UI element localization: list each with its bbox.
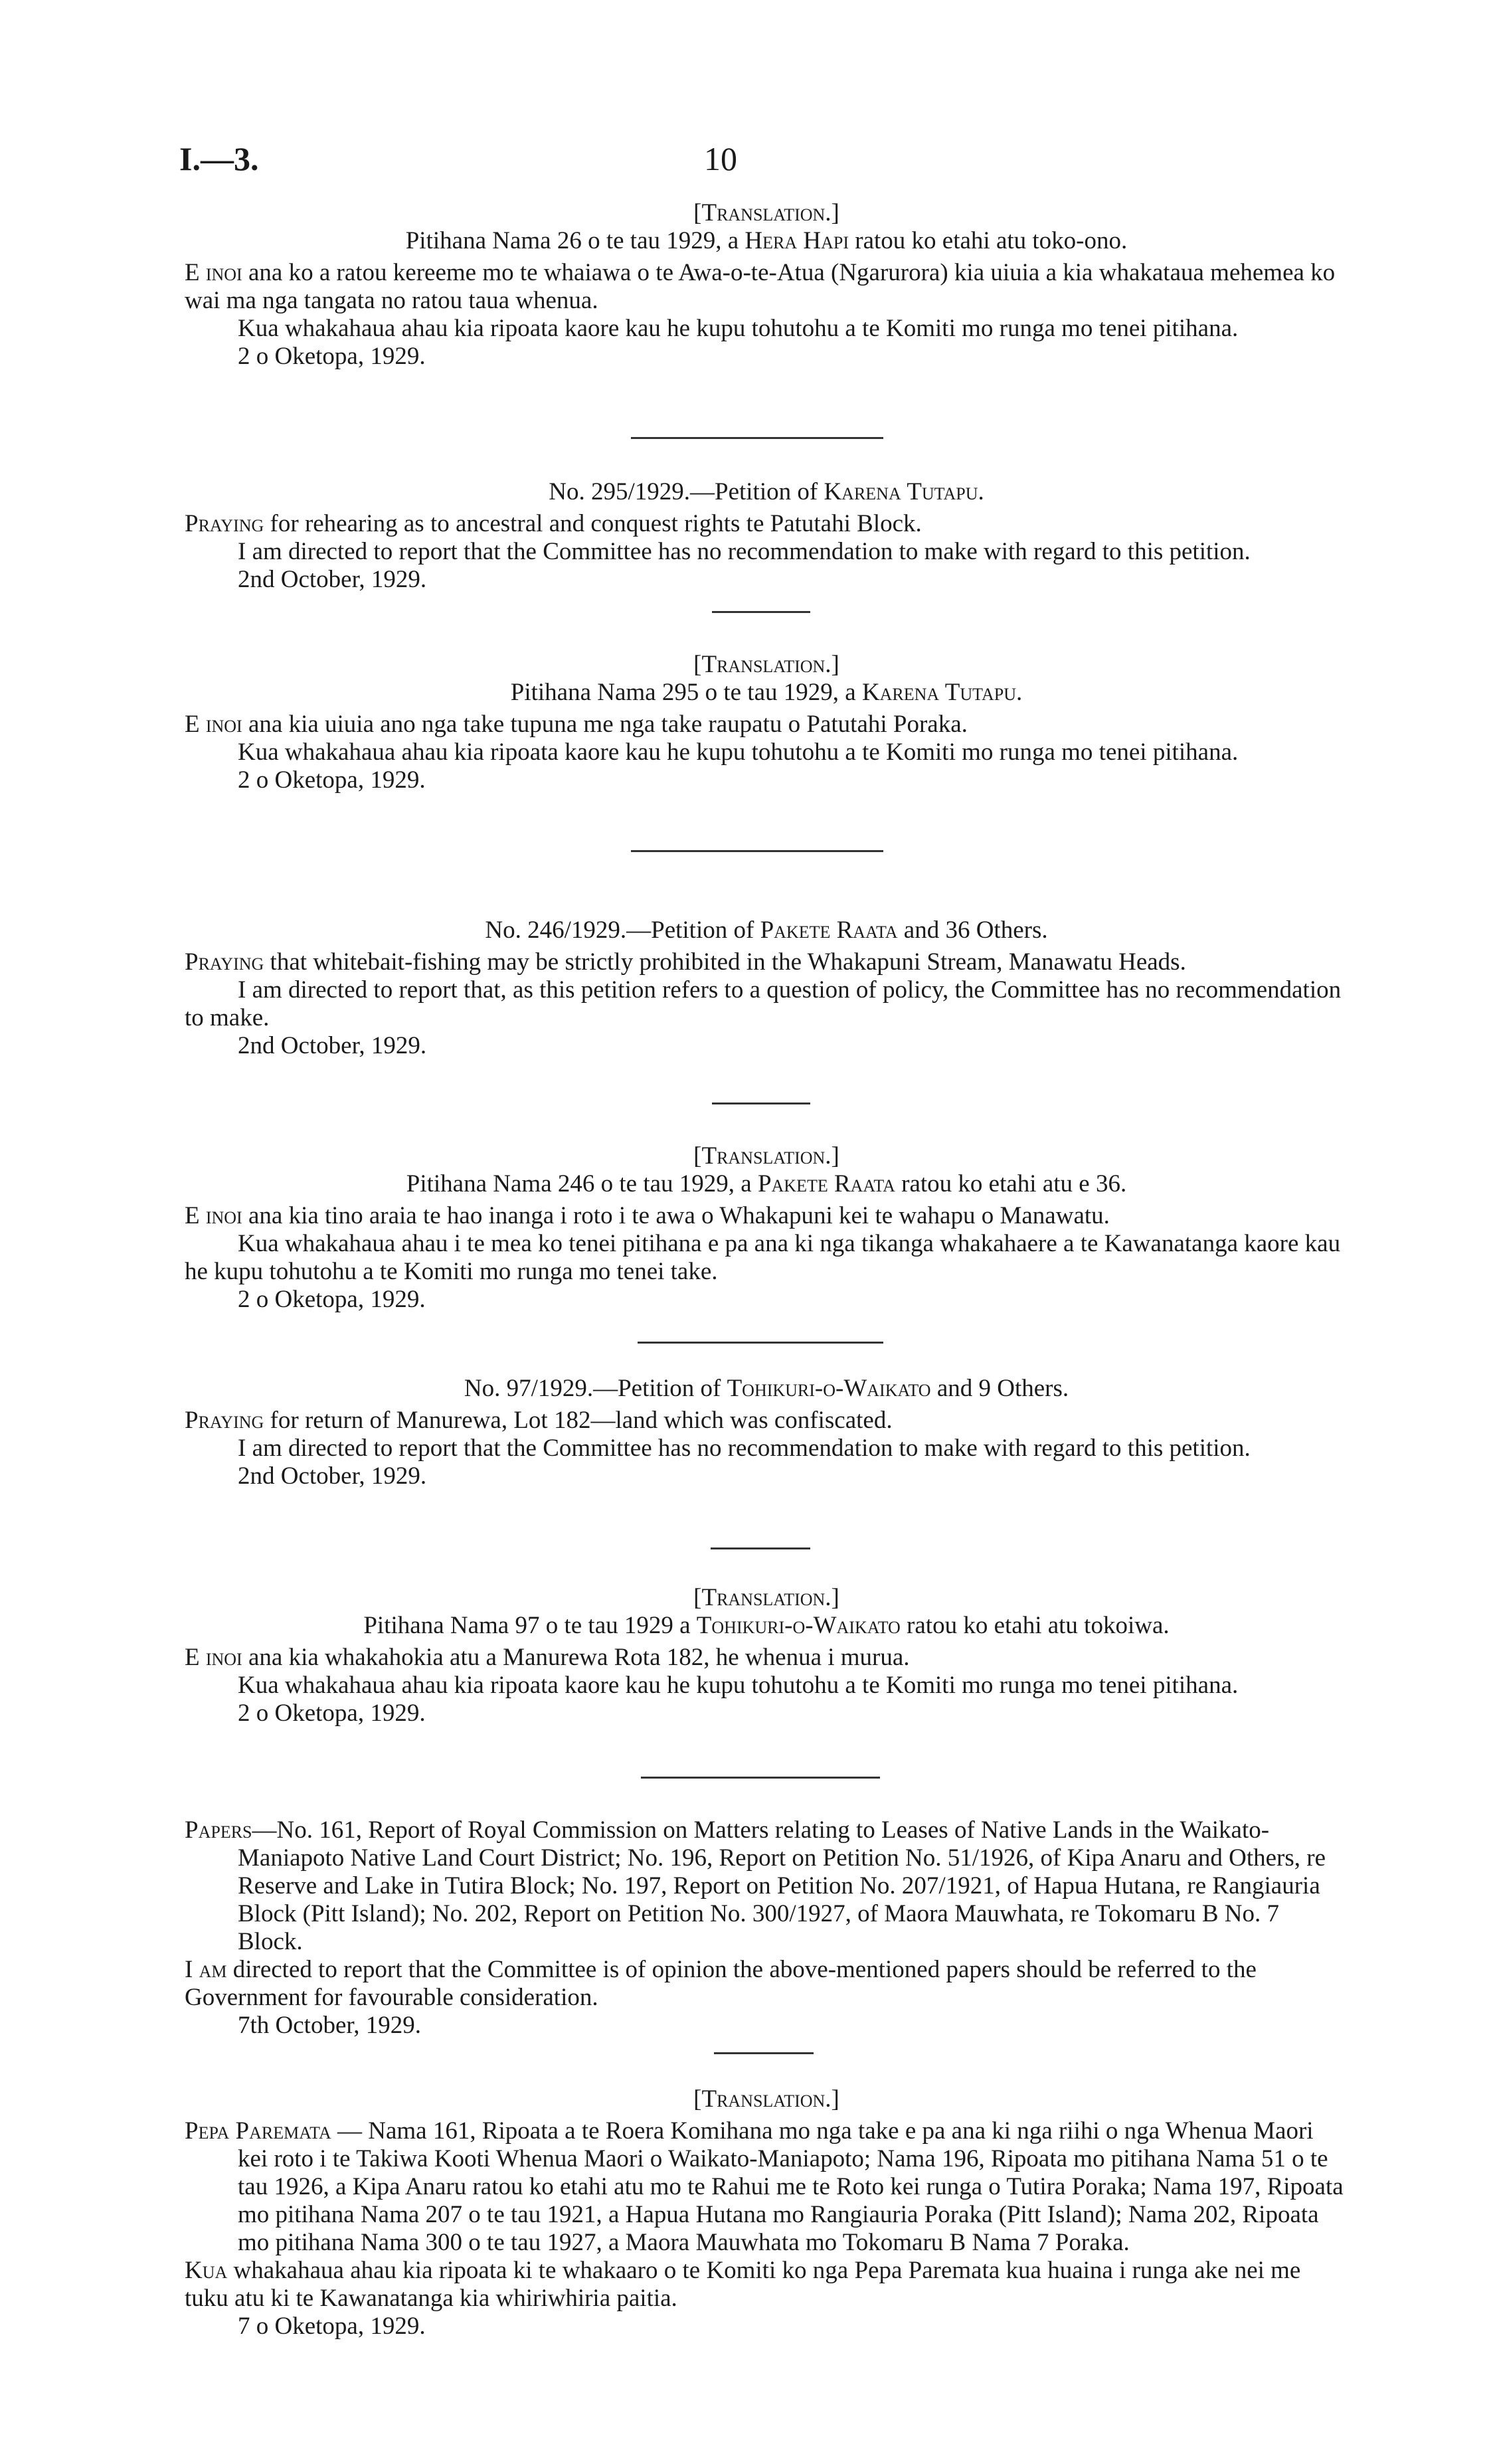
prayer-paragraph: E inoi ana ko a ratou kereeme mo te whaiawa o te Awa-o-te-Atua (Ngarurora) kia uiuia a kia whakataua mehemea ko wai ma nga tangata no ratou taua whenua. — [185, 259, 1336, 314]
report-date: 2 o Oketopa, 1929. — [238, 343, 426, 370]
petition-title: Pitihana Nama 26 o te tau 1929, a Hera Hapi ratou ko etahi atu toko-ono. — [405, 227, 1128, 254]
section-papers-translation — [185, 2085, 1348, 2340]
section-translation-295 — [185, 651, 1348, 794]
translation-heading: [Translation.] — [693, 2085, 839, 2113]
report-date: 7 o Oketopa, 1929. — [238, 2313, 426, 2340]
report-paragraph: I am directed to report that the Committee has no recommendation to make with regard to this petition. — [238, 1435, 1251, 1462]
translation-heading: [Translation.] — [693, 1142, 839, 1170]
report-date: 2nd October, 1929. — [238, 1462, 427, 1490]
section-divider — [712, 611, 810, 613]
prayer-paragraph: E inoi ana kia whakahokia atu a Manurewa Rota 182, he whenua i murua. — [185, 1644, 910, 1671]
petition-title: No. 295/1929.—Petition of Karena Tutapu. — [549, 478, 984, 505]
translation-heading: [Translation.] — [693, 199, 839, 226]
prayer-paragraph: Praying that whitebait-fishing may be strictly prohibited in the Whakapuni Stream, Manawatu Heads. — [185, 948, 1186, 976]
prayer-paragraph: E inoi ana kia tino araia te hao inanga i roto i te awa o Whakapuni kei te wahapu o Manawatu. — [185, 1202, 1110, 1229]
section-papers — [185, 1816, 1348, 2040]
translation-heading: [Translation.] — [693, 651, 839, 678]
report-date: 2nd October, 1929. — [238, 566, 427, 593]
section-divider — [641, 1777, 880, 1779]
report-date: 2 o Oketopa, 1929. — [238, 766, 426, 794]
section-petition-295 — [185, 478, 1348, 594]
report-paragraph: I am directed to report that the Committee is of opinion the above-mentioned papers should be referred to the Government for favourable consideration. — [185, 1956, 1257, 2011]
petition-title: Pitihana Nama 295 o te tau 1929, a Karena Tutapu. — [510, 679, 1023, 706]
section-translation-26 — [185, 199, 1348, 371]
report-paragraph: Kua whakahaua ahau i te mea ko tenei pitihana e pa ana ki nga tikanga whakahaere a te Kawanatanga kaore kau he kupu tohutohu a te Komiti mo runga mo tenei take. — [185, 1230, 1341, 1285]
prayer-paragraph: Praying for rehearing as to ancestral and conquest rights te Patutahi Block. — [185, 510, 922, 537]
petition-title: Pitihana Nama 97 o te tau 1929 a Tohikuri-o-Waikato ratou ko etahi atu tokoiwa. — [363, 1612, 1170, 1639]
translation-heading: [Translation.] — [693, 1584, 839, 1611]
section-translation-97 — [185, 1584, 1348, 1727]
report-date: 7th October, 1929. — [238, 2012, 421, 2039]
section-divider — [638, 1342, 883, 1344]
section-divider — [631, 850, 883, 852]
report-date: 2 o Oketopa, 1929. — [238, 1286, 426, 1313]
petition-title: Pitihana Nama 246 o te tau 1929, a Pakete Raata ratou ko etahi atu e 36. — [406, 1170, 1127, 1197]
section-divider — [711, 1547, 810, 1549]
section-petition-97 — [185, 1375, 1348, 1490]
petition-title: No. 246/1929.—Petition of Pakete Raata and 36 Others. — [485, 917, 1048, 944]
report-paragraph: I am directed to report that, as this petition refers to a question of policy, the Committee has no recommendation to make. — [185, 976, 1342, 1031]
section-divider — [631, 437, 883, 439]
report-paragraph: Kua whakahaua ahau kia ripoata kaore kau he kupu tohutohu a te Komiti mo runga mo tenei pitihana. — [238, 739, 1239, 766]
report-paragraph: Kua whakahaua ahau kia ripoata kaore kau he kupu tohutohu a te Komiti mo runga mo tenei pitihana. — [238, 1672, 1239, 1699]
prayer-paragraph: Praying for return of Manurewa, Lot 182—land which was confiscated. — [185, 1407, 893, 1434]
report-date: 2 o Oketopa, 1929. — [238, 1700, 426, 1727]
page-number: 10 — [704, 140, 737, 177]
papers-paragraph: Papers—No. 161, Report of Royal Commission on Matters relating to Leases of Native Lands in the Waikato-Maniapoto Native Land Court District; No. 196, Report on Petition No. 51/1926, of Kipa Anaru and Others, re Reserve and Lake in Tutira Block; No. 197, Report on Petition No. 207/1921, of Hapua Hutana, re Rangiauria Block (Pitt Island); No. 202, Report on Petition No. 300/1927, of Maora Mauwhata, re Tokomaru B No. 7 Block. — [185, 1816, 1326, 1955]
section-petition-246 — [185, 917, 1348, 1060]
report-paragraph: Kua whakahaua ahau kia ripoata ki te whakaaro o te Komiti ko nga Pepa Paremata kua huaina i runga ake nei me tuku atu ki te Kawanatanga kia whiriwhiria paitia. — [185, 2257, 1301, 2312]
report-paragraph: Kua whakahaua ahau kia ripoata kaore kau he kupu tohutohu a te Komiti mo runga mo tenei pitihana. — [238, 315, 1239, 342]
section-divider — [714, 2052, 814, 2054]
prayer-paragraph: E inoi ana kia uiuia ano nga take tupuna me nga take raupatu o Patutahi Poraka. — [185, 711, 968, 738]
petition-title: No. 97/1929.—Petition of Tohikuri-o-Waikato and 9 Others. — [464, 1375, 1069, 1402]
document-reference: I.—3. — [179, 140, 259, 177]
section-translation-246 — [185, 1142, 1348, 1314]
papers-paragraph: Pepa Paremata — Nama 161, Ripoata a te Roera Komihana mo nga take e pa ana ki nga riihi o nga Whenua Maori kei roto i te Takiwa Kooti Whenua Maori o Waikato-Maniapoto; Nama 196, Ripoata mo pitihana Nama 51 o te tau 1926, a Kipa Anaru ratou ko etahi atu mo te Rahui me te Roto kei runga o Tutira Poraka; Nama 197, Ripoata mo pitihana Nama 207 o te tau 1921, a Hapua Hutana mo Rangiauria Poraka (Pitt Island); Nama 202, Ripoata mo pitihana Nama 300 o te tau 1927, a Maora Mauwhata mo Tokomaru B Nama 7 Poraka. — [185, 2117, 1344, 2256]
report-date: 2nd October, 1929. — [238, 1032, 427, 1059]
section-divider — [712, 1102, 810, 1104]
report-paragraph: I am directed to report that the Committee has no recommendation to make with regard to this petition. — [238, 538, 1251, 565]
